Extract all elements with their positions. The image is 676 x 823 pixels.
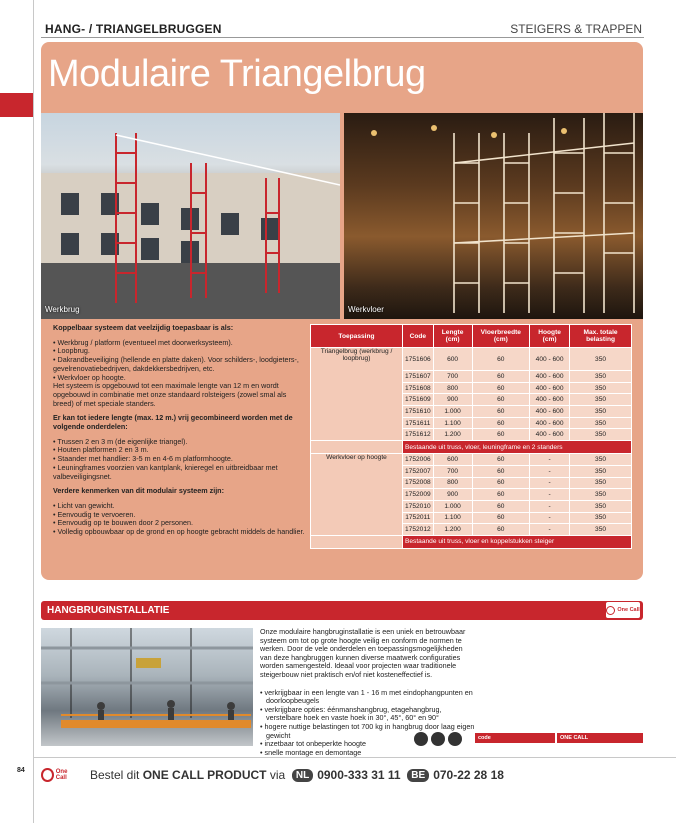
table-cell: 1752009 <box>402 489 433 501</box>
safety-pictograms <box>414 732 462 746</box>
table-cell: 400 - 600 <box>530 348 570 371</box>
list-item: • Staander met handlier: 3-5 m en 4-6 m platformhoogte. <box>53 455 305 464</box>
list-item: • hogere nuttige belastingen tot 700 kg in hangbrug door laag eigen gewicht <box>260 723 476 740</box>
one-call-logo: One Call <box>41 764 77 786</box>
table-cell: 400 - 600 <box>530 371 570 383</box>
table-note-spacer <box>311 441 403 454</box>
uses-intro: Koppelbaar systeem dat veelzijdig toepasbaar is als: <box>53 323 234 332</box>
table-cell: 1752006 <box>402 454 433 466</box>
list-item: • verkrijgbare opties: éénmanshangbrug, etagehangbrug, verstelbare hoek en vaste hoek in 30°, 45°, 60° en 90° <box>260 706 476 723</box>
table-cell: 60 <box>472 394 530 406</box>
col-header-belasting: Max. totale belasting <box>570 325 632 348</box>
table-cell: 1.100 <box>433 417 472 429</box>
table-cell: 350 <box>570 512 632 524</box>
table-cell: - <box>530 489 570 501</box>
table-cell: 350 <box>570 417 632 429</box>
page-number: 84 <box>17 767 25 774</box>
table-cell: 1751606 <box>402 348 433 371</box>
list-item: • inzetbaar tot onbeperkte hoogte <box>260 740 476 749</box>
table-cell: - <box>530 524 570 536</box>
hangbrug-photo <box>41 628 253 746</box>
uses-list <box>53 339 305 383</box>
table-cell: 1.200 <box>433 429 472 441</box>
table-cell: 350 <box>570 406 632 418</box>
table-cell: 350 <box>570 454 632 466</box>
phone-icon <box>606 606 615 615</box>
list-item: • verkrijgbaar in een lengte van 1 - 16 m met eindophangpunten en doorloopbeugels <box>260 689 476 706</box>
phone-be[interactable]: 070-22 28 18 <box>433 768 504 782</box>
table-cell: 1.100 <box>433 512 472 524</box>
list-item: • snelle montage en demontage <box>260 749 476 758</box>
col-header-toepassing: Toepassing <box>311 325 403 348</box>
table-cell: 350 <box>570 477 632 489</box>
table-cell: - <box>530 454 570 466</box>
table-cell: 60 <box>472 489 530 501</box>
table-row <box>311 348 632 371</box>
table-cell: 350 <box>570 489 632 501</box>
one-call-badge: One Call <box>606 602 640 618</box>
category-header: STEIGERS & TRAPPEN <box>510 22 642 36</box>
table-cell: 350 <box>570 348 632 371</box>
system-paragraph: Het systeem is opgebouwd tot een maximale lengte van 12 m en wordt opgebouwd in combinatie met onze standaard rolsteigers (zowel smal als breed) of met speciale standers. <box>53 381 287 408</box>
table-cell: 350 <box>570 394 632 406</box>
phone-nl[interactable]: 0900-333 31 11 <box>317 768 401 782</box>
table-cell: 600 <box>433 454 472 466</box>
table-cell: 60 <box>472 348 530 371</box>
table-cell: 700 <box>433 465 472 477</box>
order-line: Bestel dit ONE CALL PRODUCT via NL 0900-333 31 11 BE 070-22 28 18 <box>90 768 504 782</box>
list-item: • Dakrandbeveiliging (hellende en platte daken). Voor schilders-, loodgieters-, gevelrenovatiebedrijven, dakdekkersbedrijven, etc. <box>53 356 305 373</box>
table-cell: 400 - 600 <box>530 382 570 394</box>
footer-rule <box>33 757 676 758</box>
table-cell: - <box>530 500 570 512</box>
list-item: • Houten platformen 2 en 3 m. <box>53 446 305 455</box>
table-cell: 60 <box>472 382 530 394</box>
table-cell: 60 <box>472 454 530 466</box>
table-header-row <box>311 325 632 348</box>
table-row <box>311 454 632 466</box>
table-cell: 350 <box>570 524 632 536</box>
glove-icon <box>414 732 428 746</box>
table-cell: 1751608 <box>402 382 433 394</box>
table-cell: 1752011 <box>402 512 433 524</box>
table-cell: 60 <box>472 429 530 441</box>
hangbrug-paragraph: Onze modulaire hangbruginstallatie is een uniek en betrouwbaar systeem om tot op grote hoogte veilig en conform de normen te werken. Door de vele onderdelen en toepassingsmogelijkheden van deze hangbruggen kunnen diverse maatwerk configuraties worden samengesteld. Ideaal voor projecten waar traditionele steigerbouw niet praktisch en/of niet kosteneffectief is. <box>260 627 466 679</box>
table-note-spacer <box>311 535 403 548</box>
table-cell: 1751607 <box>402 371 433 383</box>
table-cell: 60 <box>472 500 530 512</box>
list-item: • Licht van gewicht. <box>53 502 305 511</box>
table-cell: 1752010 <box>402 500 433 512</box>
list-item: • Eenvoudig op te bouwen door 2 personen. <box>53 519 305 528</box>
table-note: Bestaande uit truss, vloer en koppelstukken steiger <box>402 535 631 548</box>
table-cell: 700 <box>433 371 472 383</box>
code-label: code <box>475 733 555 743</box>
table-cell: 1751612 <box>402 429 433 441</box>
table-cell: 400 - 600 <box>530 394 570 406</box>
table-cell: 60 <box>472 406 530 418</box>
table-note-row <box>311 535 632 548</box>
table-cell: 1.000 <box>433 500 472 512</box>
parts-intro: Er kan tot iedere lengte (max. 12 m.) vrij gecombineerd worden met de volgende onderdelen: <box>53 413 293 432</box>
col-header-lengte: Lengte (cm) <box>433 325 472 348</box>
table-cell: 350 <box>570 371 632 383</box>
features-intro: Verdere kenmerken van dit modulair systeem zijn: <box>53 486 224 496</box>
col-header-code: Code <box>402 325 433 348</box>
table-cell: 350 <box>570 500 632 512</box>
table-note-row <box>311 441 632 454</box>
helmet-icon <box>431 732 445 746</box>
col-header-hoogte: Hoogte (cm) <box>530 325 570 348</box>
table-cell: 350 <box>570 429 632 441</box>
list-item: • Werkvloer op hoogte. <box>53 374 305 383</box>
table-cell: 60 <box>472 465 530 477</box>
features-list <box>53 502 305 537</box>
section-bar-hangbrug <box>41 601 643 620</box>
hangbrug-bullets <box>260 689 476 758</box>
table-cell: 800 <box>433 477 472 489</box>
table-cell: 600 <box>433 348 472 371</box>
col-header-vloerbreedte: Vloerbreedte (cm) <box>472 325 530 348</box>
table-cell: 400 - 600 <box>530 429 570 441</box>
product-description <box>53 324 305 543</box>
table-cell: 60 <box>472 417 530 429</box>
application-cell: Triangelbrug (werkbrug / loopbrug) <box>311 348 403 441</box>
parts-list <box>53 438 305 482</box>
photo-caption: Werkvloer <box>348 305 384 314</box>
list-item: • Loopbrug. <box>53 347 305 356</box>
order-code-bar <box>475 733 643 743</box>
table-cell: 350 <box>570 382 632 394</box>
country-badge-be: BE <box>407 769 429 782</box>
table-cell: 900 <box>433 394 472 406</box>
table-cell: 400 - 600 <box>530 417 570 429</box>
table-cell: 1752007 <box>402 465 433 477</box>
list-item: • Eenvoudig te vervoeren. <box>53 511 305 520</box>
table-cell: 1751609 <box>402 394 433 406</box>
list-item: • Leuningframes voorzien van kantplank, knieregel en uitbreidbaar met valbeveiligingsnet. <box>53 464 305 481</box>
table-cell: - <box>530 512 570 524</box>
table-cell: 900 <box>433 489 472 501</box>
header-rule <box>41 37 644 38</box>
phone-icon <box>41 768 54 782</box>
table-cell: 350 <box>570 465 632 477</box>
table-cell: 60 <box>472 371 530 383</box>
shoe-icon <box>448 732 462 746</box>
table-cell: - <box>530 465 570 477</box>
onecall-label: ONE CALL <box>557 733 643 743</box>
table-note: Bestaande uit truss, vloer, leuningframe en 2 standers <box>402 441 631 454</box>
table-cell: 60 <box>472 512 530 524</box>
list-item: • Trussen 2 en 3 m (de eigenlijke triangel). <box>53 438 305 447</box>
table-cell: 60 <box>472 524 530 536</box>
list-item: • Volledig opbouwbaar op de grond en op hoogte gebracht middels de handlier. <box>53 528 305 537</box>
table-cell: 800 <box>433 382 472 394</box>
photo-caption: Werkbrug <box>45 305 80 314</box>
list-item: • Werkbrug / platform (eventueel met doorwerksysteem). <box>53 339 305 348</box>
page-title: Modulaire Triangelbrug <box>48 53 426 95</box>
application-cell: Werkvloer op hoogte <box>311 454 403 536</box>
country-badge-nl: NL <box>292 769 313 782</box>
table-cell: 1.000 <box>433 406 472 418</box>
werkvloer-photo <box>344 113 643 319</box>
section-header: HANG- / TRIANGELBRUGGEN <box>45 22 222 36</box>
table-cell: 60 <box>472 477 530 489</box>
table-cell: 1752012 <box>402 524 433 536</box>
table-cell: 1.200 <box>433 524 472 536</box>
table-cell: 400 - 600 <box>530 406 570 418</box>
table-cell: 1751611 <box>402 417 433 429</box>
table-cell: 1751610 <box>402 406 433 418</box>
spec-table <box>310 324 632 549</box>
table-cell: - <box>530 477 570 489</box>
left-margin-line <box>33 0 34 823</box>
page-tab-marker <box>0 93 33 117</box>
section-title: HANGBRUGINSTALLATIE <box>47 605 170 616</box>
werkbrug-photo <box>41 113 340 319</box>
table-cell: 1752008 <box>402 477 433 489</box>
